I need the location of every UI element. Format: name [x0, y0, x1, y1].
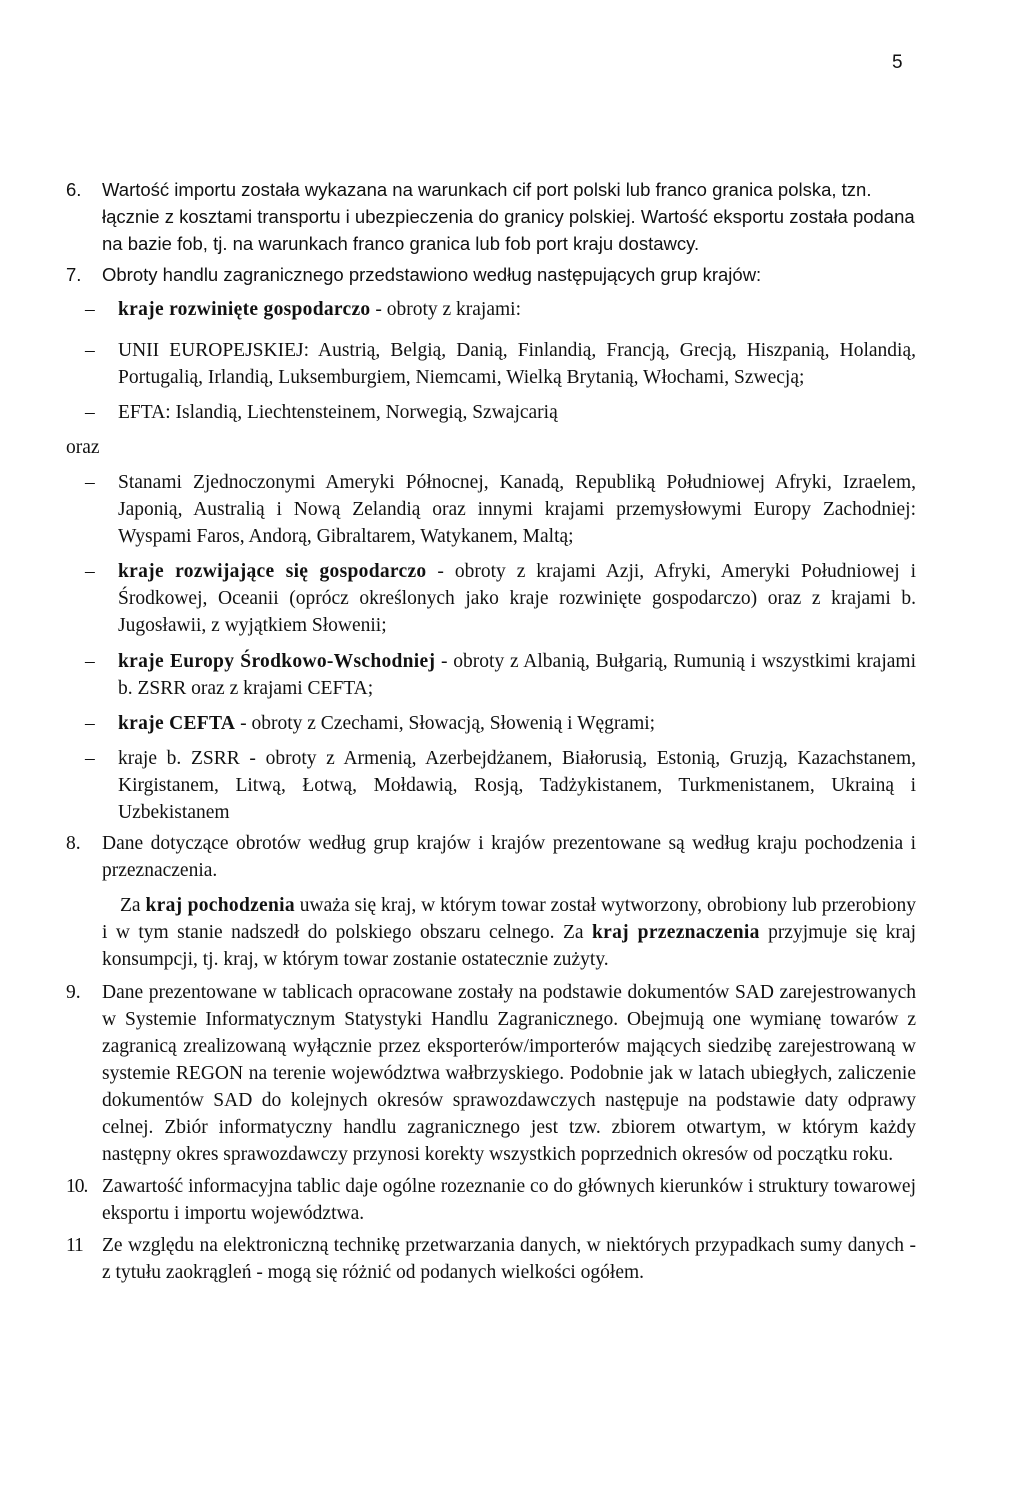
note-number: 10.	[66, 1176, 88, 1197]
note-9	[66, 979, 916, 1168]
term-kraj-przeznaczenia: kraj przeznaczenia	[592, 922, 760, 943]
note-number: 7.	[66, 264, 82, 285]
group-text: kraje b. ZSRR - obroty z Armenią, Azerbejdżanem, Białorusią, Estonią, Gruzją, Kazachstanem, Kirgistanem, Litwą, Łotwą, Mołdawią, Rosją, Tadżykistanem, Turkmenistanem, Ukrainą i Uzbekistanem	[118, 748, 916, 823]
note-number: 8.	[66, 833, 81, 854]
country-groups-list-2	[66, 469, 916, 550]
group-text: Stanami Zjednoczonymi Ameryki Północnej, Kanadą, Republiką Południowej Afryki, Izraelem, Japonią, Australią i Nową Zelandią oraz innymi krajami przemysłowymi Europy Zachodniej: Wyspami Faros, Andorą, Gibraltarem, Watykanem, Maltą;	[118, 472, 916, 547]
group-term: kraje rozwijające się gospodarczo	[118, 561, 427, 582]
group-other-developed	[85, 469, 916, 550]
group-efta	[85, 399, 916, 426]
dash-bullet: –	[85, 561, 95, 582]
dash-bullet: –	[85, 713, 95, 734]
group-cefta	[85, 710, 916, 737]
group-text: - obroty z Czechami, Słowacją, Słowenią i Węgrami;	[235, 713, 656, 734]
group-term: kraje Europy Środkowo-Wschodniej	[118, 651, 436, 672]
group-text: - obroty z Albanią, Bułgarią, Rumunią i wszystkimi krajami b. ZSRR oraz z krajami CEFTA;	[118, 651, 916, 699]
definition-text: przyjmuje się kraj konsumpcji, tj. kraj, w którym towar zostanie ostatecznie zużyty.	[102, 922, 916, 970]
dash-bullet: –	[85, 299, 95, 320]
group-developing	[85, 558, 916, 639]
group-text: - obroty z krajami:	[370, 299, 522, 320]
note-6	[66, 176, 916, 257]
note-10	[66, 1173, 916, 1227]
definition-text: uważa się kraj, w którym towar został wytworzony, obrobiony lub przerobiony i w tym stanie nadszedł do polskiego obszaru celnego. Za	[102, 895, 917, 943]
note-text: Dane prezentowane w tablicach opracowane zostały na podstawie dokumentów SAD zarejestrowanych w Systemie Informatycznym Statystyki Handlu Zagranicznego. Obejmują one wymianę towarów z zagranicą zrealizowaną wyłącznie przez eksporterów/importerów mających siedzibę zarejestrowaną w systemie REGON na terenie województwa wałbrzyskiego. Podobnie jak w latach ubiegłych, zaliczenie dokumentów SAD do kolejnych okresów sprawozdawczych następuje na podstawie daty odprawy celnej. Zbiór informatyczny handlu zagranicznego jest tzw. zbiorem otwartym, w którym każdy następny okres sprawozdawczy przynosi korekty wszystkich poprzednich okresów od początku roku.	[102, 982, 916, 1165]
group-term: kraje rozwinięte gospodarczo	[118, 299, 371, 320]
document-body	[66, 176, 916, 1286]
country-groups-list-3	[66, 558, 916, 826]
group-term: kraje CEFTA	[118, 713, 236, 734]
dash-bullet: –	[85, 340, 95, 361]
note-number: 9.	[66, 982, 81, 1003]
country-groups-list	[66, 296, 916, 426]
dash-bullet: –	[85, 472, 95, 493]
note-7	[66, 261, 916, 288]
group-text: - obroty z krajami Azji, Afryki, Ameryki Południowej i Środkowej, Oceanii (oprócz określonych jako kraje rozwinięte gospodarczo) oraz z krajami b. Jugosławii, z wyjątkiem Słowenii;	[118, 561, 916, 636]
note-text: Dane dotyczące obrotów według grup krajów i krajów prezentowane są według kraju pochodzenia i przeznaczenia.	[102, 833, 916, 881]
page-number: 5	[892, 52, 903, 73]
group-eu	[85, 337, 916, 391]
note-number: 6.	[66, 179, 82, 200]
note-text: Ze względu na elektroniczną technikę przetwarzania danych, w niektórych przypadkach sumy danych - z tytułu zaokrągleń - mogą się różnić od podanych wielkości ogółem.	[102, 1235, 916, 1283]
definition-text: Za	[120, 895, 146, 916]
dash-bullet: –	[85, 402, 95, 423]
group-cee	[85, 648, 916, 702]
note-text: Obroty handlu zagranicznego przedstawiono według następujących grup krajów:	[102, 264, 762, 285]
dash-bullet: –	[85, 651, 95, 672]
group-text: EFTA: Islandią, Liechtensteinem, Norwegią, Szwajcarią	[118, 402, 558, 423]
group-developed	[85, 296, 916, 323]
group-ussr	[85, 745, 916, 826]
note-8-definitions	[66, 892, 916, 973]
note-text: Zawartość informacyjna tablic daje ogólne rozeznanie co do głównych kierunków i struktury towarowej eksportu i importu województwa.	[102, 1176, 916, 1224]
group-text: UNII EUROPEJSKIEJ: Austrią, Belgią, Danią, Finlandią, Francją, Grecją, Hiszpanią, Holandią, Portugalią, Irlandią, Luksemburgiem, Niemcami, Wielką Brytanią, Włochami, Szwecją;	[118, 340, 916, 388]
note-number: 11	[66, 1235, 83, 1256]
dash-bullet: –	[85, 748, 95, 769]
note-8	[66, 830, 916, 884]
note-text: Wartość importu została wykazana na warunkach cif port polski lub franco granica polska, tzn. łącznie z kosztami transportu i ubezpieczenia do granicy polskiej. Wartość eksportu została podana na bazie fob, tj. na warunkach franco granica lub fob port kraju dostawcy.	[102, 179, 915, 254]
term-kraj-pochodzenia: kraj pochodzenia	[145, 895, 295, 916]
conjunction-oraz: oraz	[66, 437, 100, 458]
note-11	[66, 1232, 916, 1286]
